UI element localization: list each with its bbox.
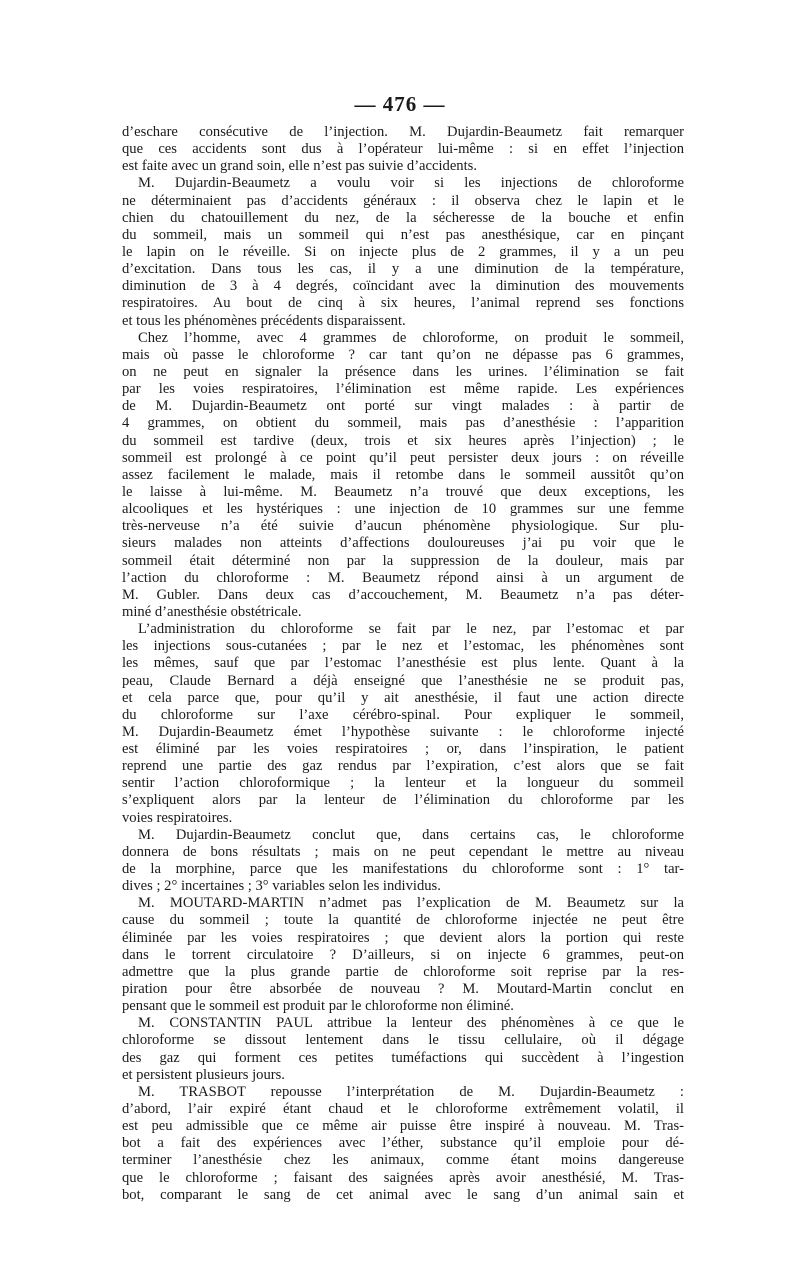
- text-line: sieurs malades non atteints d’affections douloureuses j’ai pu voir que le: [122, 535, 684, 552]
- text-line: M. Gubler. Dans deux cas d’accouchement, M. Beaumetz n’a pas déter-: [122, 586, 684, 603]
- text-line: dives ; 2° incertaines ; 3° variables selon les individus.: [122, 878, 441, 895]
- text-line: le laisse à lui-même. M. Beaumetz n’a trouvé que deux exceptions, les: [122, 483, 684, 500]
- text-line: chien du chatouillement du nez, de la sécheresse de la bouche et enfin: [122, 209, 684, 226]
- page-number: — 476 —: [354, 92, 446, 116]
- text-line: admettre que la plus grande partie de chloroforme soit reprise par la res-: [122, 963, 684, 980]
- text-line: s’expliquent alors par la lenteur de l’élimination du chloroforme par les: [122, 792, 684, 809]
- text-line: sentir l’action chloroformique ; la lenteur et la longueur du sommeil: [122, 775, 684, 792]
- text-line: de la morphine, parce que les manifestations du chloroforme sont : 1° tar-: [122, 861, 684, 878]
- text-line: alcooliques et les hystériques : une injection de 10 grammes sur une femme: [122, 501, 684, 518]
- text-line: d’eschare consécutive de l’injection. M. Dujardin-Beaumetz fait remarquer: [122, 124, 684, 140]
- text-line: M. CONSTANTIN PAUL attribue la lenteur des phénomènes à ce que le: [138, 1015, 684, 1032]
- text-line: éliminée par les voies respiratoires ; que devient alors la portion qui reste: [122, 929, 684, 946]
- text-line: cause du sommeil ; toute la quantité de chloroforme injectée ne peut être: [122, 912, 684, 929]
- text-line: ne déterminaient pas d’accidents généraux : il observa chez le lapin et le: [122, 192, 684, 209]
- text-line: L’administration du chloroforme se fait par le nez, par l’estomac et par: [138, 621, 684, 638]
- body-text: [122, 124, 684, 1204]
- text-line: M. Dujardin-Beaumetz émet l’hypothèse suivante : le chloroforme injecté: [122, 723, 684, 740]
- text-line: sommeil est prolongé à ce point qu’il peut persister deux jours : on réveille: [122, 449, 684, 466]
- text-line: les mêmes, sauf que par l’estomac l’anesthésie est plus lente. Quant à la: [122, 655, 684, 672]
- text-line: de M. Dujardin-Beaumetz ont porté sur vingt malades : à partir de: [122, 398, 684, 415]
- text-line: d’excitation. Dans tous les cas, il y a une diminution de la température,: [122, 261, 684, 278]
- text-line: M. Dujardin-Beaumetz a voulu voir si les injections de chloroforme: [138, 175, 684, 192]
- text-line: reprend une partie des gaz rendus par l’expiration, c’est alors que se fait: [122, 758, 684, 775]
- text-line: du chloroforme sur l’axe cérébro-spinal. Pour expliquer le sommeil,: [122, 706, 684, 723]
- text-line: voies respiratoires.: [122, 809, 233, 826]
- text-line: est faite avec un grand soin, elle n’est pas suivie d’accidents.: [122, 158, 477, 175]
- text-line: dans le torrent circulatoire ? D’ailleurs, si on injecte 6 grammes, peut-on: [122, 946, 684, 963]
- text-line: piration pour être absorbée de nouveau ? M. Moutard-Martin conclut en: [122, 981, 684, 998]
- text-line: M. MOUTARD-MARTIN n’admet pas l’explication de M. Beaumetz sur la: [138, 895, 684, 912]
- text-line: mais où passe le chloroforme ? car tant qu’on ne dépasse pas 6 grammes,: [122, 346, 684, 363]
- text-line: bot, comparant le sang de cet animal avec le sang d’un animal sain et: [122, 1186, 684, 1203]
- text-line: bot a fait des expériences avec l’éther, substance qu’il emploie pour dé-: [122, 1135, 684, 1152]
- text-line: miné d’anesthésie obstétricale.: [122, 603, 302, 620]
- text-line: est peu admissible que ce même air puisse être inspiré à nouveau. M. Tras-: [122, 1118, 684, 1135]
- text-line: 4 grammes, on obtient du sommeil, mais pas d’anesthésie : l’apparition: [122, 415, 684, 432]
- text-line: est éliminé par les voies respiratoires ; or, dans l’inspiration, le patient: [122, 741, 684, 758]
- text-line: et cela parce que, pour qu’il y ait anesthésie, il faut une action directe: [122, 689, 684, 706]
- text-line: on ne peut en signaler la présence dans les urines. l’élimination se fait: [122, 363, 684, 380]
- text-line: chloroforme se dissout lentement dans le tissu cellulaire, où il dégage: [122, 1032, 684, 1049]
- text-line: du sommeil, mais un sommeil qui n’est pas anesthésique, car en pinçant: [122, 226, 684, 243]
- text-line: terminer l’anesthésie chez les animaux, comme étant moins dangereuse: [122, 1152, 684, 1169]
- text-line: du sommeil est tardive (deux, trois et six heures après l’injection) ; le: [122, 432, 684, 449]
- text-line: donnera de bons résultats ; mais on ne peut cependant le mettre au niveau: [122, 843, 684, 860]
- text-line: des gaz qui forment ces petites tuméfactions qui succèdent à l’ingestion: [122, 1049, 684, 1066]
- text-line: les injections sous-cutanées ; par le nez et l’estomac, les phénomènes sont: [122, 638, 684, 655]
- text-line: Chez l’homme, avec 4 grammes de chloroforme, on produit le sommeil,: [138, 329, 684, 346]
- text-line: que ces accidents sont dus à l’opérateur lui-même : si en effet l’injection: [122, 141, 684, 158]
- text-line: pensant que le sommeil est produit par le chloroforme non éliminé.: [122, 998, 514, 1015]
- text-line: par les voies respiratoires, l’élimination est même rapide. Les expériences: [122, 381, 684, 398]
- text-line: M. Dujardin-Beaumetz conclut que, dans certains cas, le chloroforme: [138, 826, 684, 843]
- text-line: M. TRASBOT repousse l’interprétation de M. Dujardin-Beaumetz :: [138, 1083, 684, 1100]
- text-line: très-nerveuse n’a été suivie d’aucun phénomène physiologique. Sur plu-: [122, 518, 684, 535]
- text-line: et persistent plusieurs jours.: [122, 1066, 285, 1083]
- text-line: le lapin on le réveille. Si on injecte plus de 2 grammes, il y a un peu: [122, 243, 684, 260]
- text-line: respiratoires. Au bout de cinq à six heures, l’animal reprend ses fonctions: [122, 295, 684, 312]
- text-line: diminution de 3 à 4 degrés, coïncidant avec la diminution des mouvements: [122, 278, 684, 295]
- text-line: l’action du chloroforme : M. Beaumetz répond ainsi à un argument de: [122, 569, 684, 586]
- text-line: sommeil était déterminé non par la suppression de la douleur, mais par: [122, 552, 684, 569]
- text-line: assez facilement le malade, mais il retombe dans le sommeil aussitôt qu’on: [122, 466, 684, 483]
- text-line: que le chloroforme ; faisant des saignées après avoir anesthésié, M. Tras-: [122, 1169, 684, 1186]
- text-line: d’abord, l’air expiré étant chaud et le chloroforme extrêmement volatil, il: [122, 1101, 684, 1118]
- text-line: peau, Claude Bernard a déjà enseigné que l’anesthésie ne se produit pas,: [122, 672, 684, 689]
- text-line: et tous les phénomènes précédents disparaissent.: [122, 312, 406, 329]
